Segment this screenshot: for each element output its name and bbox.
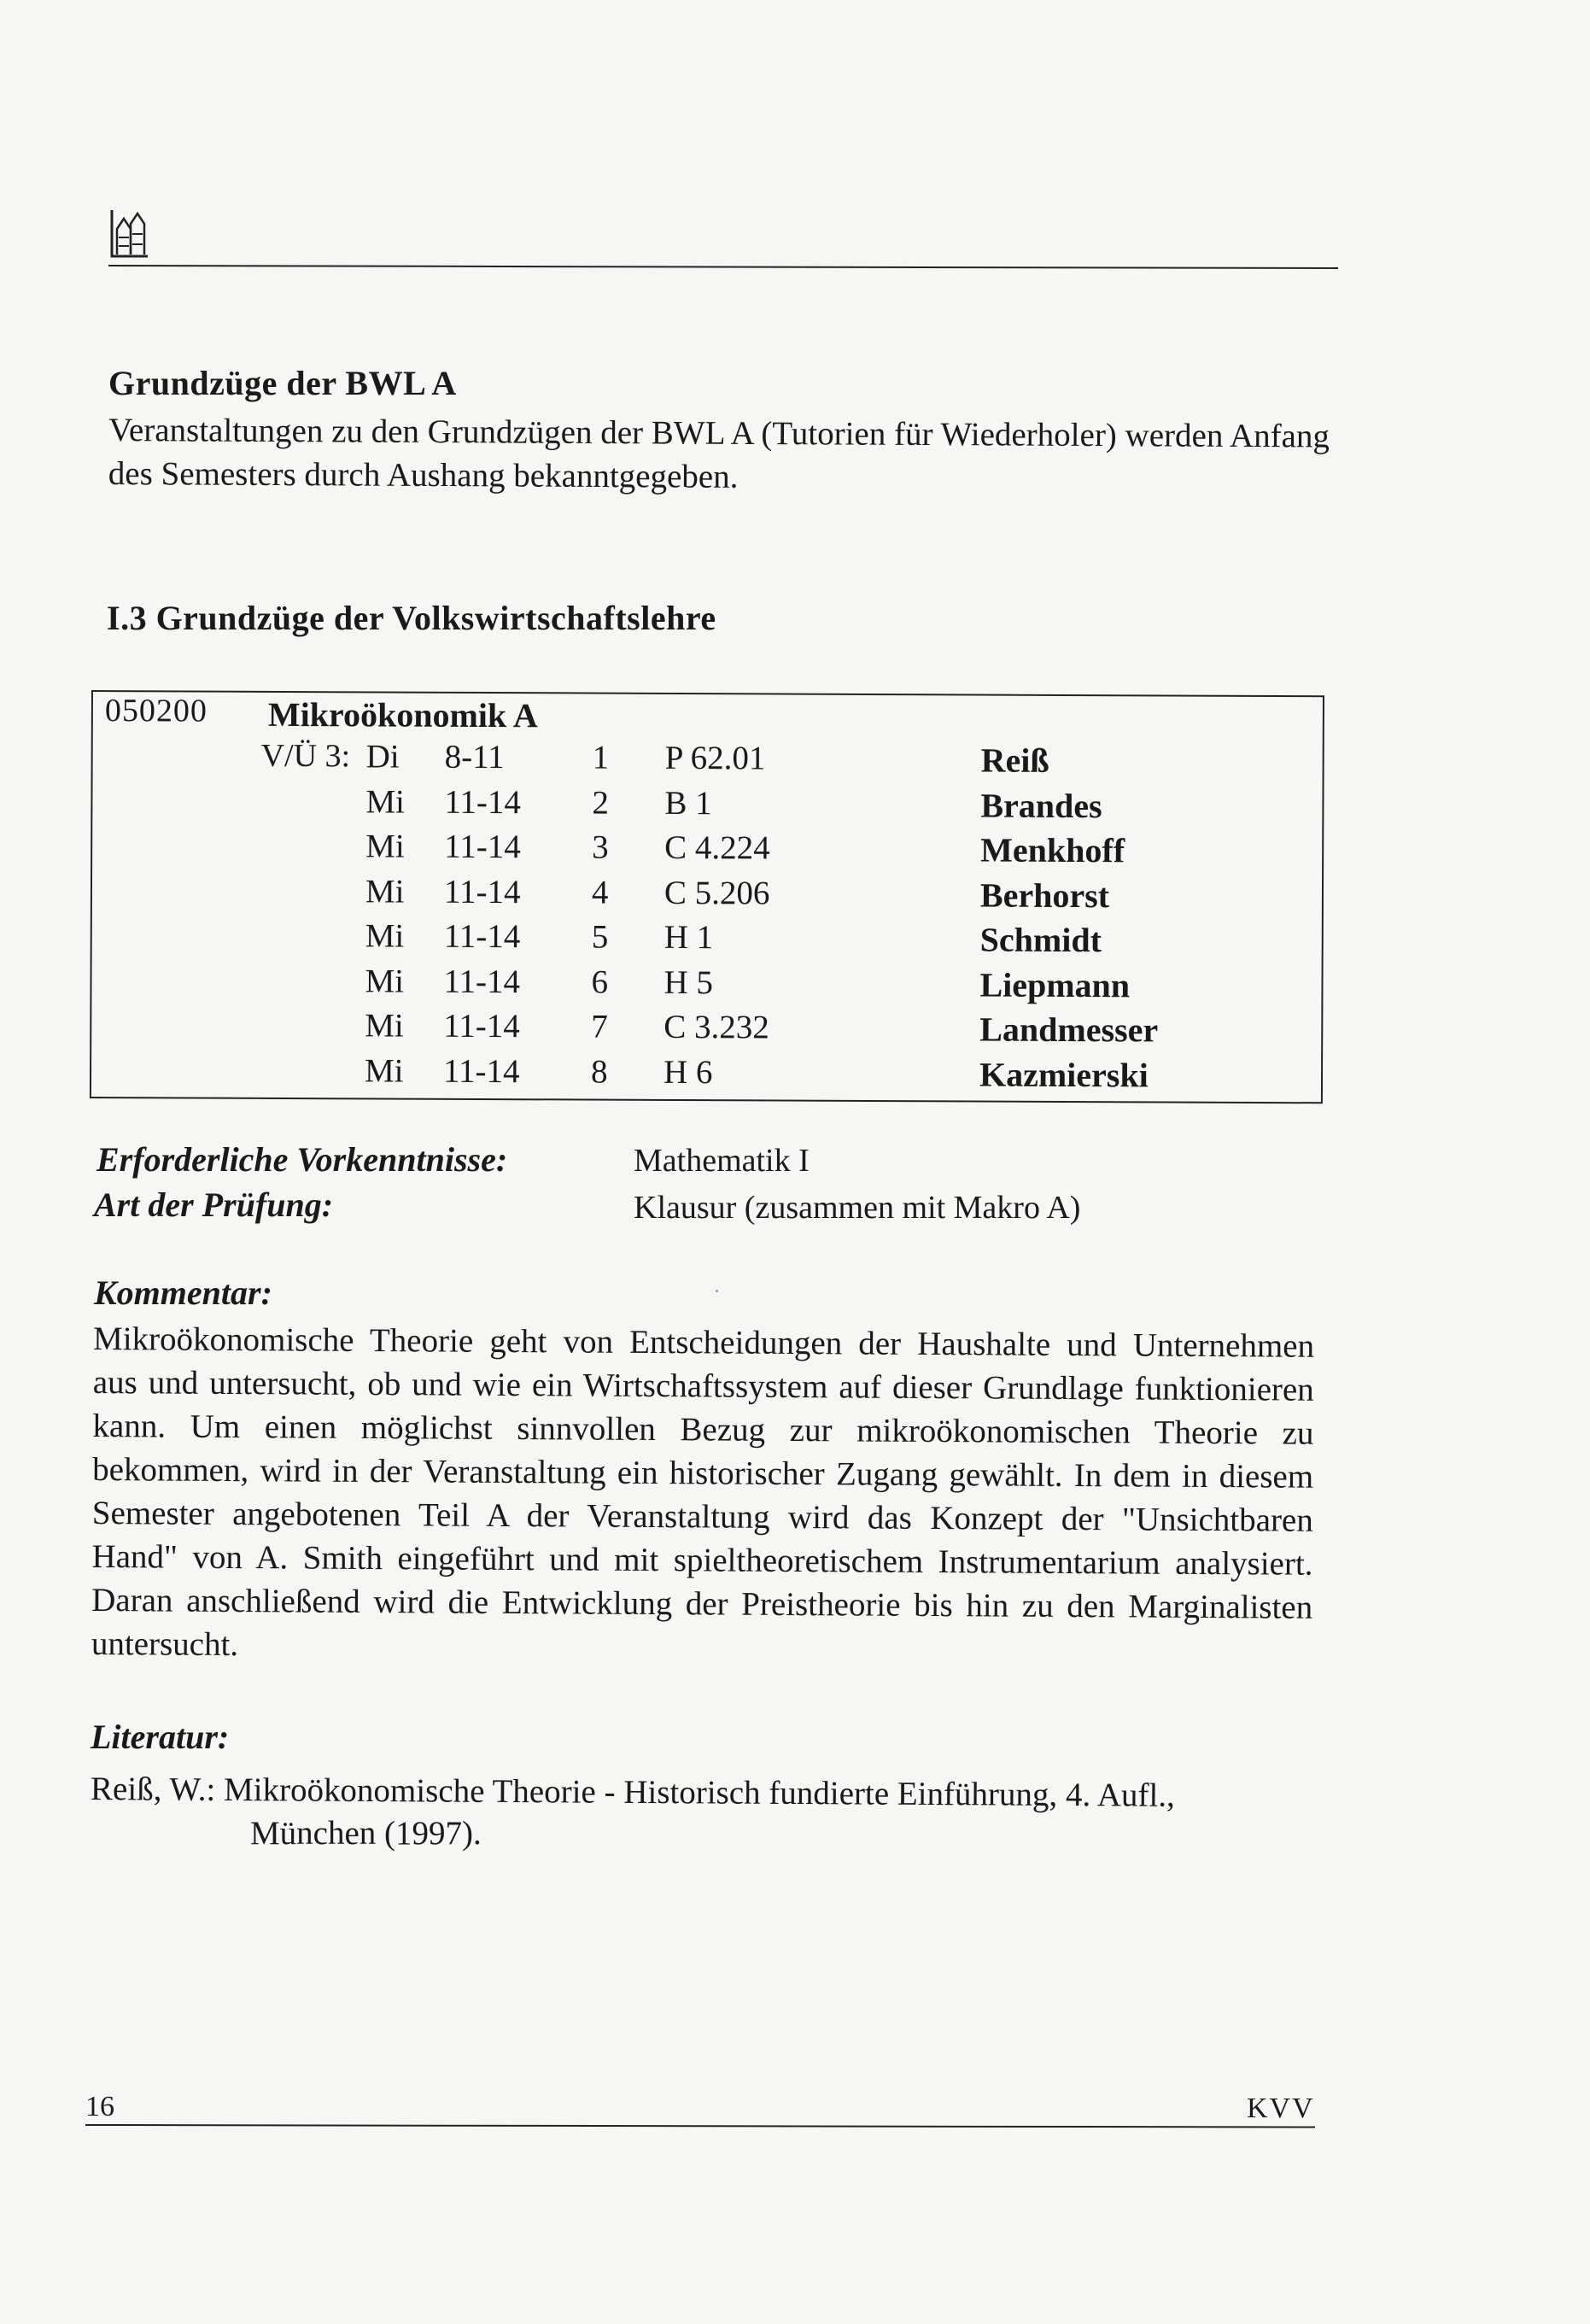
- time-cell: 11-14: [442, 1052, 520, 1090]
- section-bwl-text: Veranstaltungen zu den Grundzügen der BWL A (Tutorien für Wiederholer) werden Anfang des Semesters durch Aushang bekanntgegeben.: [108, 412, 1330, 495]
- tutor-cell: Liepmann: [979, 965, 1131, 1004]
- comment-line: aus und untersucht, ob und wie ein Wirtschaftssystem auf dieser Grundlage funktionieren: [92, 1364, 1314, 1408]
- course-title: Mikroökonomik A: [267, 694, 538, 735]
- group-cell: 8: [590, 1053, 608, 1091]
- comment-line: untersucht.: [91, 1624, 239, 1664]
- course-type: V/Ü 3:: [260, 737, 351, 775]
- tutor-cell: Kazmierski: [979, 1055, 1149, 1094]
- comment-label: Kommentar:: [94, 1273, 272, 1312]
- day-cell: Mi: [365, 872, 405, 910]
- time-cell: 11-14: [444, 828, 521, 866]
- day-cell: Mi: [365, 828, 405, 865]
- time-cell: 11-14: [443, 873, 521, 910]
- tutor-cell: Menkhoff: [980, 830, 1125, 870]
- tutor-cell: Reiß: [980, 741, 1049, 780]
- literature-line-2: München (1997).: [250, 1815, 482, 1852]
- course-code: 050200: [104, 693, 208, 729]
- exam-label: Art der Prüfung:: [94, 1185, 334, 1224]
- group-cell: 2: [592, 784, 610, 822]
- room-cell: H 6: [663, 1053, 713, 1091]
- header-rule: [108, 265, 1338, 269]
- group-cell: 6: [591, 963, 609, 1001]
- course-box: [90, 690, 1324, 1103]
- comment-line: bekommen, wird in der Veranstaltung ein historischer Zugang gewählt. In dem in diesem: [92, 1451, 1314, 1496]
- comment-line: Mikroökonomische Theorie geht von Entscheidungen der Haushalte und Unternehmen: [92, 1320, 1315, 1365]
- page-number: 16: [85, 2091, 114, 2122]
- day-cell: Mi: [364, 1051, 404, 1090]
- time-cell: 11-14: [443, 917, 521, 956]
- room-cell: P 62.01: [664, 739, 766, 777]
- tutor-cell: Brandes: [980, 786, 1102, 825]
- comment-text: [91, 1317, 1316, 1673]
- exam-value: Klausur (zusammen mit Makro A): [634, 1190, 1081, 1226]
- room-cell: C 5.206: [663, 874, 770, 911]
- day-cell: Mi: [365, 782, 406, 821]
- footer-tag: KVV: [1247, 2093, 1315, 2124]
- literature-line-1: Reiß, W.: Mikroökonomische Theorie - Historisch fundierte Einführung, 4. Aufl.,: [90, 1771, 1175, 1814]
- room-cell: C 3.232: [663, 1008, 769, 1046]
- prereq-label: Erforderliche Vorkenntnisse:: [96, 1140, 508, 1179]
- group-cell: 5: [591, 918, 609, 956]
- comment-line: Semester angebotenen Teil A der Veranstaltung wird das Konzept der "Unsichtbaren: [91, 1494, 1313, 1539]
- day-cell: Di: [365, 738, 400, 776]
- comment-line: Daran anschließend wird die Entwicklung der Preistheorie bis hin zu den Marginalisten: [91, 1581, 1313, 1626]
- scan-speck: [716, 1290, 718, 1292]
- room-cell: B 1: [664, 784, 712, 822]
- day-cell: Mi: [365, 1007, 404, 1045]
- tutor-cell: Landmesser: [979, 1010, 1159, 1050]
- room-cell: C 4.224: [664, 828, 770, 867]
- day-cell: Mi: [365, 962, 405, 1000]
- comment-line: kann. Um einen möglichst sinnvollen Bezug zur mikroökonomischen Theorie zu: [92, 1408, 1314, 1452]
- room-cell: H 5: [663, 963, 714, 1001]
- section-vwl-title: I.3 Grundzüge der Volkswirtschaftslehre: [107, 599, 716, 637]
- university-logo-icon: [108, 203, 151, 263]
- footer-rule: [85, 2124, 1315, 2128]
- group-cell: 7: [591, 1008, 608, 1045]
- time-cell: 11-14: [443, 1007, 520, 1045]
- tutor-cell: Schmidt: [979, 920, 1102, 960]
- time-cell: 11-14: [444, 783, 522, 821]
- prereq-value: Mathematik I: [634, 1143, 810, 1179]
- tutor-cell: Berhorst: [979, 875, 1110, 915]
- group-cell: 3: [592, 828, 609, 866]
- literature-label: Literatur:: [91, 1718, 230, 1756]
- time-cell: 11-14: [443, 963, 521, 1000]
- comment-line: Hand" von A. Smith eingeführt und mit spieltheoretischem Instrumentarium analysiert.: [91, 1537, 1313, 1583]
- group-cell: 1: [592, 739, 610, 776]
- section-bwl-title: Grundzüge der BWL A: [108, 364, 457, 402]
- time-cell: 8-11: [444, 738, 505, 776]
- day-cell: Mi: [365, 917, 405, 955]
- room-cell: H 1: [663, 918, 714, 957]
- group-cell: 4: [591, 874, 609, 911]
